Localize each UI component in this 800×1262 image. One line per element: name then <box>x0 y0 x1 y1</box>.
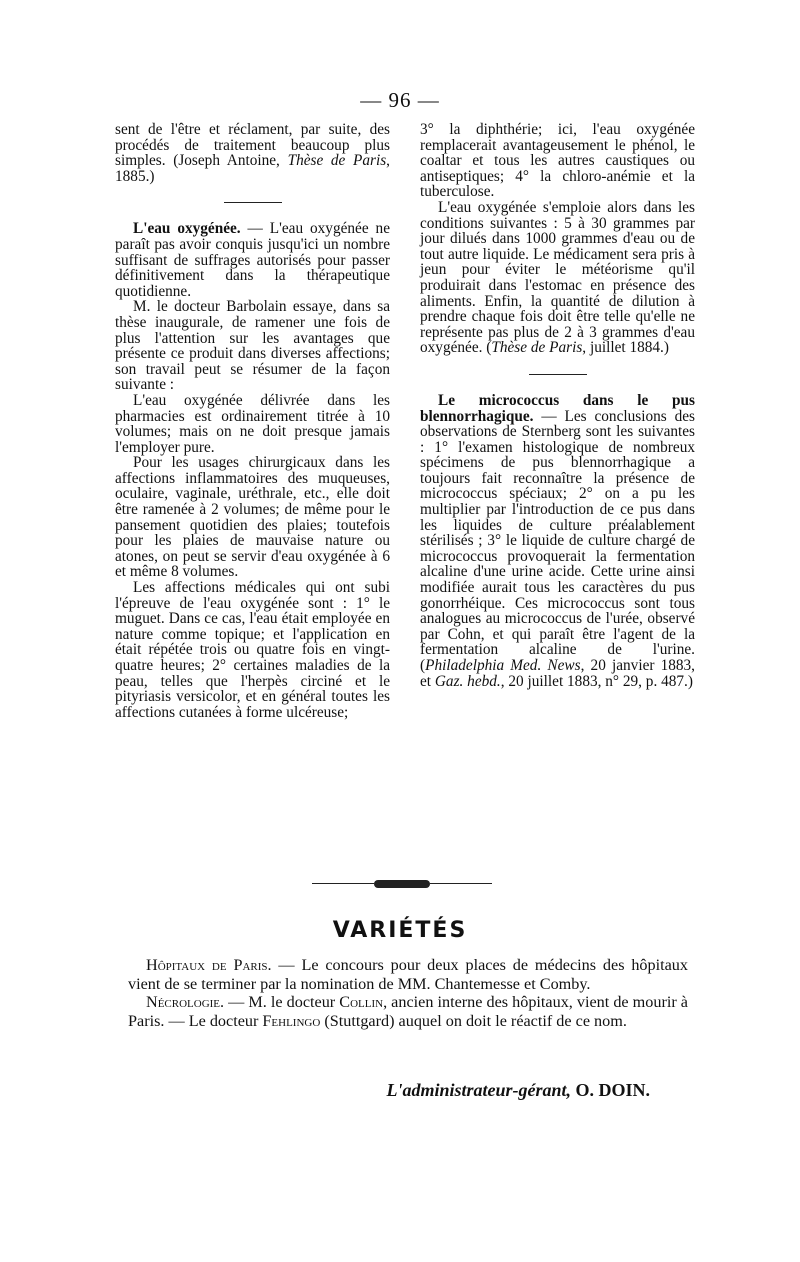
paragraph-text: — Les conclusions des observations de Sternberg sont les suivantes : 1° l'examen histologique de nombreux spécimens de pus blennorrhagique a toujours fait reconnaître la présence de micrococcus spéciaux; 2° on a pu les multiplier par l'introduction de ce pus dans les liquides de culture préalablement stérilisés ; 3° le liquide de culture chargé de micrococcus provoquerait la fermentation alcaline d'une urine acide. Cette urine ainsi modifiée aurait tous les caractères du pus gonorrhéique. Ces micrococcus sont tous analogues au micrococcus de l'urée, observé par Cohn, et qui paraît être l'agent de la fermentation alcaline de l'urine. ( <box>420 407 695 674</box>
news-text: (Stuttgard) auquel on doit le réactif de ce nom. <box>320 1011 627 1030</box>
citation-tail: , 20 juillet 1883, n° 29, p. 487.) <box>500 672 693 690</box>
citation-italic: Thèse de Paris <box>287 152 387 170</box>
citation-italic: Gaz. hebd. <box>434 672 501 690</box>
left-column <box>115 122 390 720</box>
news-heading: Nécrologie. <box>146 993 225 1011</box>
news-item-hopitaux <box>128 956 688 993</box>
article-title: Le micrococcus dans le pus blennorrhagique. <box>420 391 695 425</box>
ornament-center <box>374 880 430 888</box>
section-title-varietes: VARIÉTÉS <box>332 918 468 943</box>
citation-text: , 20 janvier 1883, et <box>420 657 696 690</box>
citation-tail: , juillet 1884.) <box>582 339 669 357</box>
news-item-necrologie <box>128 993 688 1030</box>
paragraph-text: — L'eau oxygénée ne paraît pas avoir conquis jusqu'ici un nombre suffisant de suffrages autorisés pour passer définitivement dans la thérapeutique quotidienne. <box>115 220 390 300</box>
page-number: — 96 — <box>360 88 440 112</box>
citation-italic: Philadelphia Med. News <box>425 657 581 674</box>
ornamental-divider <box>312 880 492 888</box>
citation-italic: Thèse de Paris <box>491 339 583 357</box>
right-column <box>420 122 695 689</box>
ornament-line-right <box>430 883 492 884</box>
news-text: — Le concours pour deux places de médecins des hôpitaux vient de se terminer par la nomination de MM. Chantemesse et Comby. <box>128 956 688 993</box>
article-micrococcus <box>420 393 695 689</box>
signature <box>386 1080 650 1101</box>
section-divider <box>529 374 587 375</box>
person-name: Collin <box>339 993 384 1011</box>
citation-tail: , 1885.) <box>115 152 390 185</box>
left-paragraph-continued <box>115 122 390 184</box>
news-text: , ancien interne des hôpitaux, vient de mourir à Paris. — Le docteur <box>128 993 688 1030</box>
article-paragraph: Les affections médicales qui ont subi l'épreuve de l'eau oxygénée sont : 1° le muguet. Dans ce cas, l'eau était employée en nature comme topique; et l'application en était répétée trois ou quatre fois en vingt-quatre heures; 2° certaines maladies de la peau, telles que l'herpès circiné et le pityriasis versicolor, et en général toutes les affections cutanées à forme ulcéreuse; <box>115 579 390 721</box>
article-paragraph: Pour les usages chirurgicaux dans les affections inflammatoires des muqueuses, oculaire, vaginale, uréthrale, etc., elle doit être ramenée à 2 volumes; de même pour le pansement quotidien des plaies; toutefois pour les plaies de mauvaise nature ou atones, on peut se servir d'eau oxygénée à 6 et même 8 volumes. <box>115 454 390 581</box>
ornament-line-left <box>312 883 374 884</box>
paragraph-text: sent de l'être et réclament, par suite, des procédés de traitement beaucoup plus simples. (Joseph Antoine, <box>115 121 390 170</box>
person-name: Fehlingo <box>262 1011 321 1030</box>
news-heading: Hôpitaux de Paris. <box>146 956 272 974</box>
article-paragraph <box>420 200 695 356</box>
article-paragraph: 3° la diphthérie; ici, l'eau oxygénée remplacerait avantageusement le phénol, le coaltar et tous les autres caustiques ou antiseptiques; 4° la chloro-anémie et la tuberculose. <box>420 121 695 201</box>
article-eau-oxygenee-intro <box>115 221 390 299</box>
article-paragraph: M. le docteur Barbolain essaye, dans sa thèse inaugurale, de ramener une fois de plus l'attention sur les avantages que présente ce produit dans diverses affections; son travail peut se résumer de la façon suivante : <box>115 298 390 394</box>
varietes-section <box>128 956 688 1030</box>
signature-role: L'administrateur-gérant, <box>386 1080 571 1100</box>
article-title: L'eau oxygénée. <box>133 220 241 238</box>
section-divider <box>224 202 282 203</box>
signature-name: O. DOIN. <box>570 1080 650 1100</box>
paragraph-text: L'eau oxygénée s'emploie alors dans les conditions suivantes : 5 à 30 grammes par jour dilués dans 1000 grammes d'eau ou de tout autre liquide. Le médicament sera pris à jeun pour éviter le météorisme qu'il produirait dans l'estomac en présence des aliments. Enfin, la quantité de dilution à prendre chaque fois doit être telle qu'elle ne représente pas plus de 2 à 3 grammes d'eau oxygénée. ( <box>420 198 695 357</box>
article-paragraph: L'eau oxygénée délivrée dans les pharmacies est ordinairement titrée à 10 volumes; mais on ne doit presque jamais l'employer pure. <box>115 391 390 456</box>
news-text: — M. le docteur <box>224 993 340 1011</box>
